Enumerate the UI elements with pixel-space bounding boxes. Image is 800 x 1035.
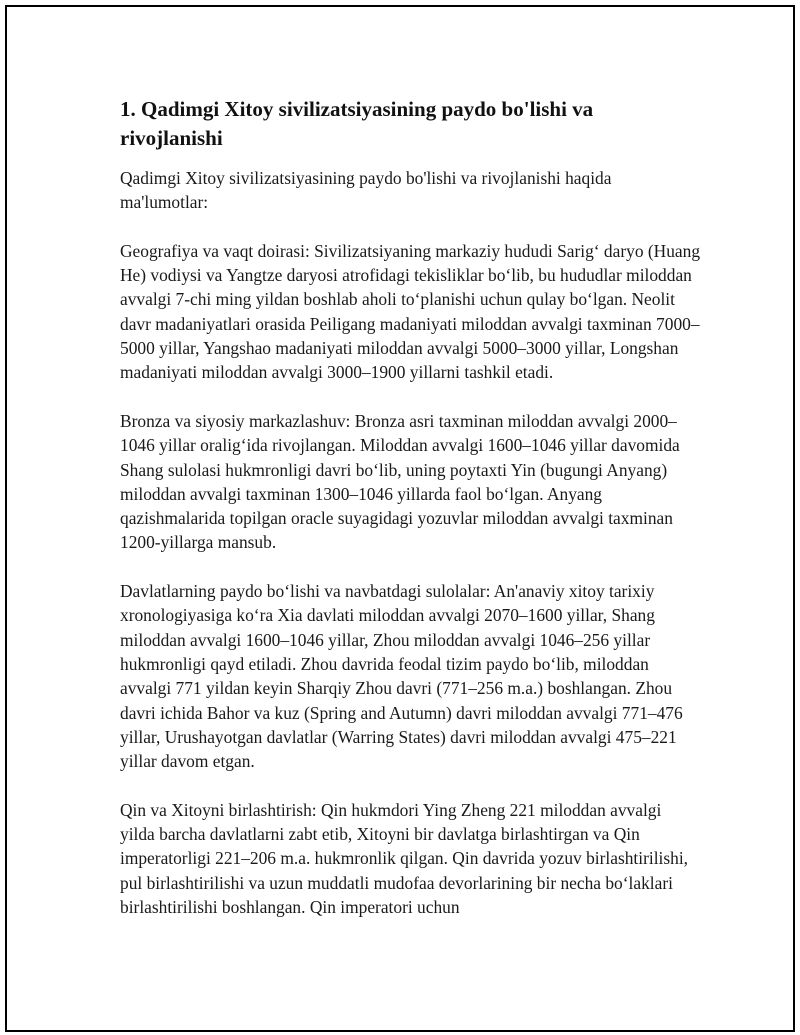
document-content (120, 95, 700, 944)
section-heading: 1. Qadimgi Xitoy sivilizatsiyasining paydo bo'lishi va rivojlanishi (120, 97, 594, 150)
intro-paragraph: Qadimgi Xitoy sivilizatsiyasining paydo bo'lishi va rivojlanishi haqida ma'lumotlar: (120, 168, 612, 213)
bronze-age-paragraph: Bronza va siyosiy markazlashuv: Bronza asri taxminan miloddan avvalgi 2000–1046 yillar oralig‘ida rivojlangan. Miloddan avvalgi 1600–1046 yillar davomida Shang sulolasi hukmronligi davri bo‘lib, uning poytaxti Yin (bugungi Anyang) miloddan avvalgi taxminan 1300–1046 yillarda faol bo‘lgan. Anyang qazishmalarida topilgan oracle suyagidagi yozuvlar miloddan avvalgi taxminan 1200-yillarga mansub. (120, 410, 680, 553)
dynasties-paragraph: Davlatlarning paydo bo‘lishi va navbatdagi sulolalar: An'anaviy xitoy tarixiy xronologiyasiga ko‘ra Xia davlati miloddan avvalgi 2070–1600 yillar, Shang miloddan avvalgi 1600–1046 yillar, Zhou miloddan avvalgi 1046–256 yillar hukmronligi qayd etiladi. Zhou davrida feodal tizim paydo bo‘lib, miloddan avvalgi 771 yildan keyin Sharqiy Zhou davri (771–256 m.a.) boshlangan. Zhou davri ichida Bahor va kuz (Spring and Autumn) davri miloddan avvalgi 771–476 yillar, Urushayotgan davlatlar (Warring States) davri miloddan avvalgi 475–221 yillar davom etgan. (120, 581, 683, 772)
geography-paragraph: Geografiya va vaqt doirasi: Sivilizatsiyaning markaziy hududi Sarig‘ daryo (Huang He) vodiysi va Yangtze daryosi atrofidagi tekisliklar bo‘lib, bu hududlar miloddan avvalgi 7-chi ming yildan boshlab aholi to‘planishi uchun qulay bo‘lgan. Neolit davr madaniyatlari orasida Peiligang madaniyati miloddan avvalgi taxminan 7000–5000 yillar, Yangshao madaniyati miloddan avvalgi 5000–3000 yillar, Longshan madaniyati miloddan avvalgi 3000–1900 yillarni tashkil etadi. (120, 240, 701, 383)
qin-unification-paragraph: Qin va Xitoyni birlashtirish: Qin hukmdori Ying Zheng 221 miloddan avvalgi yilda barcha davlatlarni zabt etib, Xitoyni bir davlatga birlashtirgan va Qin imperatorligi 221–206 m.a. hukmronlik qilgan. Qin davrida yozuv birlashtirilishi, pul birlashtirilishi va uzun muddatli mudofaa devorlarining bir necha bo‘laklari birlashtirilishi boshlangan. Qin imperatori uchun (120, 799, 689, 917)
document-page (5, 5, 795, 1032)
